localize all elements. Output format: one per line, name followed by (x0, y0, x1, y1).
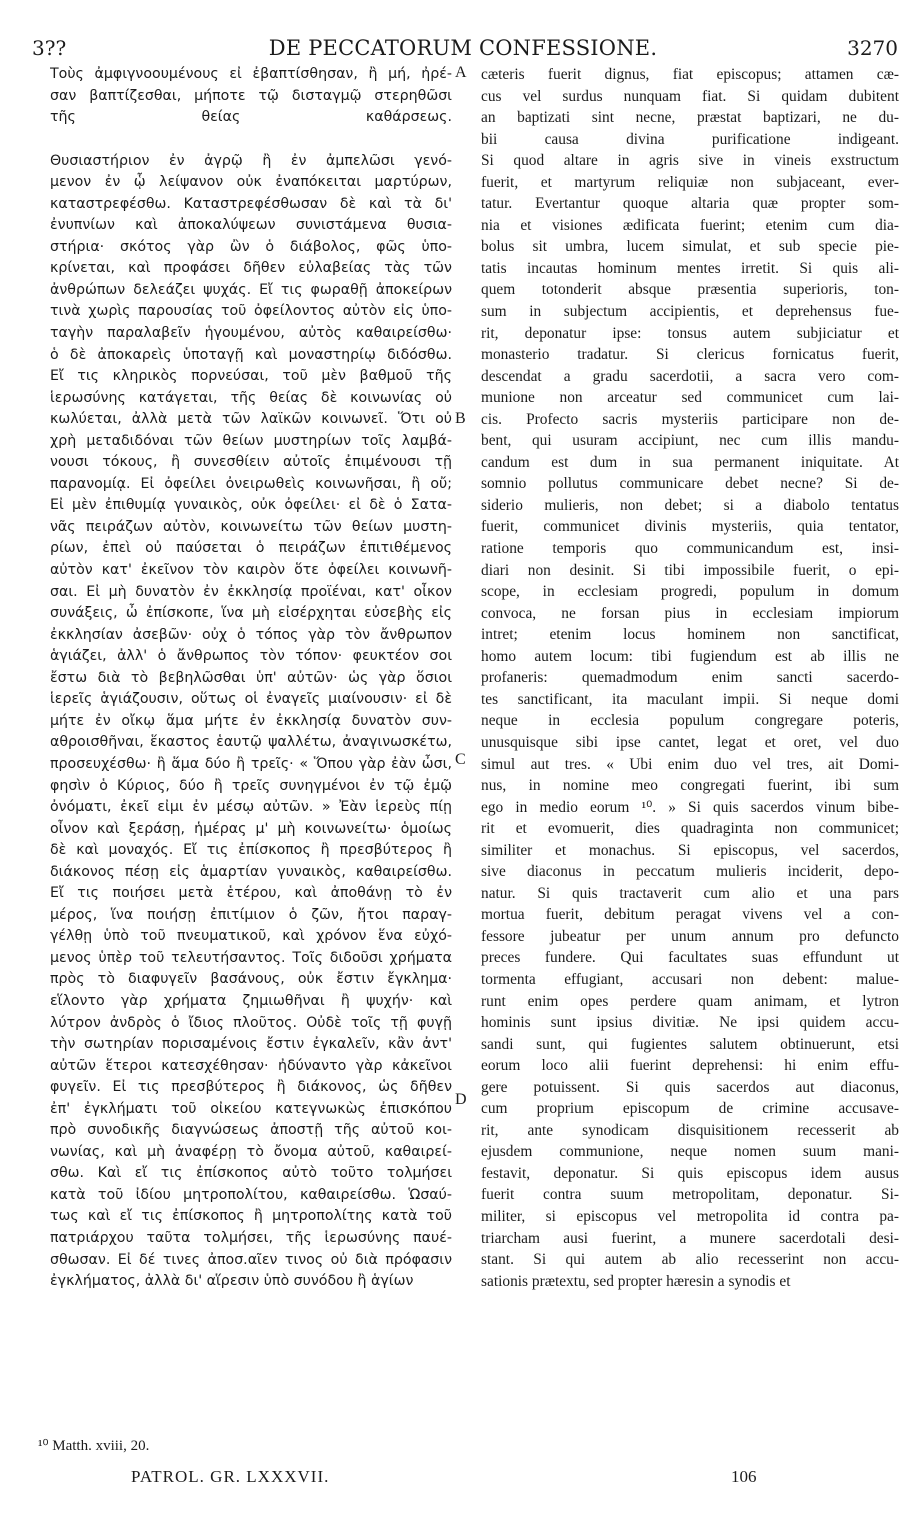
greek-text-line: αὐτὸν κατ' ἐκεῖνον τὸν καιρὸν ὅτε ὀφείλει κοινωνῆ- (50, 562, 452, 579)
latin-text-line: ratione temporis quo communicandum est, insi- (481, 540, 899, 558)
latin-text-line: profaneris: quemadmodum enim sancti sacerdo- (481, 669, 899, 687)
latin-text-line: sationis prætextu, sed propter hæresin a synodis et (481, 1272, 791, 1290)
latin-text-line: stant. Si qui autem ab alio recesserint non accu- (481, 1251, 899, 1269)
greek-column (50, 64, 452, 1293)
greek-text-line: γέλθῃ ὑπὸ τοῦ πνευματικοῦ, καὶ χρόνον ἕνα εὐχό- (50, 928, 452, 945)
latin-text-line: preces fundere. Qui facultates suas effundunt ut (481, 949, 899, 967)
latin-text-line: diari non desinit. Si tibi impossibile fuerit, o epi- (481, 561, 899, 579)
section-marker-a: A (455, 64, 467, 81)
greek-text-line: τῆς θείας καθάρσεως. (50, 109, 452, 126)
latin-text-line: unusquisque sibi ipse cantet, legat et oret, vel duo (481, 733, 899, 751)
greek-text-line: λύτρον ἀνδρὸς ὁ ἴδιος πλοῦτος. Οὐδὲ τοῖς τῇ φυγῇ (50, 1014, 452, 1031)
latin-text-line: monasterio tradatur. Si clericus fornicatus fuerit, (481, 346, 899, 364)
latin-text-line: runt enim opes perdere quam animam, et lytron (481, 992, 899, 1010)
latin-text-line: rit, deponatur ipse: tonsus autem subjiciatur et (481, 324, 899, 342)
latin-text-line: ego in medio eorum ¹⁰. » Si quis sacerdos vinum bibe- (481, 798, 899, 816)
latin-text-line: ejusdem communione, neque nomen suum mani- (481, 1143, 899, 1161)
page-header (28, 36, 898, 62)
latin-text-line: tes sanctificant, ita maculant impii. Si neque domi (481, 690, 899, 708)
latin-text-line: gere potuissent. Si quis sacerdos aut diaconus, (481, 1078, 899, 1096)
greek-text-line: ἀνθρώπων δελεάζει ψυχάς. Εἴ τις φωραθῇ ἀποκείρων (50, 281, 452, 298)
running-title: DE PECCATORUM CONFESSIONE. (268, 36, 658, 60)
greek-text-line: εἵλοντο γὰρ χρήματα ζημιωθῆναι ἢ ψυχήν· καὶ (50, 992, 452, 1009)
latin-text-line: sandi sunt, qui fugientes salutem obtinuerunt, etsi (481, 1035, 899, 1053)
greek-text-line: διάκονος πέσῃ εἰς ἁμαρτίαν γυναικὸς, καθαιρείσθω. (50, 863, 452, 880)
latin-column (481, 64, 899, 1292)
latin-text-line: sive diaconus in peccatum mulieris inciderit, depo- (481, 863, 899, 881)
latin-text-line: cus vel surdus nunquam fiat. Si quidam dubitent (481, 87, 899, 105)
greek-text-line: Εἰ μὲν ἐπιθυμίᾳ γυναικὸς, οὐκ ὀφείλει· εἰ δὲ ὁ Σατα- (50, 497, 452, 514)
greek-text-line: ἁγιάζει, ἀλλ' ὁ ἄνθρωπος τὸν τόπον· φευκτέον σοι (50, 648, 452, 665)
page-number-left: 3?? (32, 36, 67, 60)
latin-text-line: munione non arceatur sed communicet cum lai- (481, 389, 899, 407)
greek-text-line: στήρια· σκότος γὰρ ὢν ὁ διάβολος, φῶς ὑπο- (50, 238, 452, 255)
greek-text-line: ἐπ' ἐγκλήματι τοῦ οἰκείου κατεγνωκὼς ἐπισκόπου (50, 1100, 452, 1117)
greek-text-line: σαν βαπτίζεσθαι, μήποτε τῷ δισταγμῷ στερηθῶσι (50, 87, 452, 104)
section-marker-c: C (455, 751, 466, 768)
greek-text-line: χρὴ μεταδιδόναι τῶν θείων μυστηρίων τοῖς λαμβά- (50, 432, 452, 449)
greek-text-line: μενος ὑπὲρ τοῦ τελευτήσαντος. Τοῖς διδοῦσι χρήματα (50, 949, 452, 966)
latin-text-line: fuerit, communicet divinis mysteriis, quia tentator, (481, 518, 899, 536)
latin-text-line: eorum loco alii fuerint deprehensi: hi enim effu- (481, 1057, 899, 1075)
sheet-number: 106 (731, 1467, 757, 1486)
latin-text-line: cæteris fuerit dignus, fiat episcopus; attamen cæ- (481, 66, 899, 83)
greek-text-line: ἐνυπνίων καὶ ἀποκαλύψεων συνιστάμενα θυσια- (50, 217, 452, 234)
greek-text-line: μήτε ἐν οἴκῳ ἅμα μήτε ἐν ἐκκλησίᾳ δυνατὸν συν- (50, 712, 452, 729)
greek-text-line: νουσι τόκους, ἢ συνεσθίειν αὐτοῖς ἐπιμένουσι τῇ (50, 454, 452, 471)
greek-text-line: σθωσαν. Εἰ δέ τινες ἀποσ.αῖεν τινος οὐ διὰ πρόφασιν (50, 1251, 452, 1268)
latin-text-line: convoca, ne forsan pius in ecclesiam impiorum (481, 604, 899, 622)
latin-text-line: bii causa divina purificatione indigeant. (481, 130, 899, 148)
latin-text-line: neque in ecclesia populum congregare poteris, (481, 712, 899, 730)
greek-text-line: ρίων, ἐπεὶ οὐ παύσεται ὁ πειράζων ἐπιτιθέμενος (50, 540, 452, 557)
greek-text-line: τὴν σωτηρίαν πορισαμένοις ἔστιν ἐγκαλεῖν, κἂν ἀντ' (50, 1036, 452, 1053)
greek-text-line: Εἴ τις ποιήσει μετὰ ἑτέρου, καὶ ἀποθάνῃ τὸ ἐν (50, 885, 452, 902)
latin-text-line: tatis incautas hominum mentes irretit. Si quis ali- (481, 259, 899, 277)
latin-text-line: tormenta effugiant, accusari non debent: malue- (481, 970, 899, 988)
greek-text-line: τινὰ χωρὶς παρουσίας τοῦ ὀφείλοντος αὐτὸν εἰς ὑπο- (50, 303, 452, 320)
latin-text-line: militer, si episcopus vel metropolita id contra pa- (481, 1207, 899, 1225)
page-number-right: 3270 (847, 36, 898, 60)
greek-text-line: Τοὺς ἀμφιγνοουμένους εἰ ἐβαπτίσθησαν, ἢ μή, ἠρέ- (50, 66, 452, 82)
latin-text-line: cum proprium episcopum de crimine accusave- (481, 1100, 899, 1118)
greek-text-line: κατὰ τοῦ ἰδίου μητροπολίτου, καθαιρείσθω. Ὡσαύ- (50, 1186, 452, 1203)
greek-text-line: ἐκκλησίαν ἀσεβῶν· οὐχ ὁ τόπος γὰρ τὸν ἄνθρωπον (50, 626, 452, 643)
latin-text-line: mortua fuerit, debitum peragat vivens vel a con- (481, 906, 899, 924)
paragraph-gap (50, 129, 452, 151)
greek-text-line: ὀνόματι, ἐκεῖ εἰμι ἐν μέσῳ αὐτῶν. » Ἐὰν ἱερεὺς πίῃ (50, 799, 452, 816)
greek-text-line: δὲ καὶ μοναχός. Εἴ τις ἐπίσκοπος ἢ πρεσβύτερος ἢ (50, 842, 452, 859)
greek-text-line: Εἴ τις κληρικὸς πορνεύσαι, τοῦ μὲν βαθμοῦ τῆς (50, 368, 452, 385)
latin-text-line: similiter et monachus. Si episcopus, vel sacerdos, (481, 841, 899, 859)
greek-text-line: νωνίας, καὶ μὴ ἀναφέρῃ τὸ ὄνομα αὐτοῦ, καθαιρεί- (50, 1143, 452, 1160)
greek-text-line: κωλύεται, ἀλλὰ μετὰ τῶν λαϊκῶν κοινωνεῖ. Ὅτι οὐ (50, 411, 452, 428)
greek-text-line: τως καὶ εἴ τις ἐπίσκοπος ἢ μητροπολίτης κατὰ τοῦ (50, 1208, 452, 1225)
greek-text-line: φυγεῖν. Εἰ τις πρεσβύτερος ἢ διάκονος, ὡς δῆθεν (50, 1079, 452, 1096)
greek-text-line: πατριάρχου ταῦτα τολμήσει, τῆς ἱερωσύνης παυέ- (50, 1229, 452, 1246)
greek-text-line: πρὸς τὸ διαφυγεῖν βασάνους, οὐκ ἔστιν ἔγκλημα· (50, 971, 452, 988)
latin-text-line: descendat a gradu sacerdotii, a sacra vero com- (481, 367, 899, 385)
latin-text-line: cis. Profecto sacris mysteriis participare non de- (481, 410, 899, 428)
greek-text-line: σαι. Εἰ μὴ δυνατὸν ἐν ἐκκλησίᾳ προϊέναι, κατ' οἶκον (50, 583, 452, 600)
greek-text-line: παρανομίᾳ. Εἰ ὀφείλει ὀνειρωθεὶς κοινωνῆσαι, ἢ οὔ; (50, 475, 452, 492)
greek-text-line: καταστρεφέσθω. Καταστρεφέσθωσαν δὲ καὶ τὰ δι' (50, 195, 452, 212)
greek-text-line: κρίνεται, καὶ προφάσει δῆθεν εὐλαβείας τὰς τῶν (50, 260, 452, 277)
latin-text-line: festavit, deponatur. Si quis episcopus idem ausus (481, 1164, 899, 1182)
greek-text-line: ἔστω διὰ τὸ βεβηλῶσθαι ὑπ' αὐτῶν· ὡς γὰρ ὅσιοι (50, 669, 452, 686)
greek-text-line: ἐγκλήματος, ἀλλὰ δι' αἵρεσιν ὑπὸ συνόδου ἢ ἁγίων (50, 1273, 414, 1290)
latin-text-line: Si quod altare in agris sive in vineis exstructum (481, 152, 899, 170)
latin-text-line: scope, in ecclesiam progredi, populum in domum (481, 583, 899, 601)
latin-text-line: nus, in nomine meo congregati fuerint, ibi sum (481, 777, 899, 795)
latin-text-line: siderio mulieris, non debet; si a diabolo tentatus (481, 496, 899, 514)
latin-text-line: hominis sunt ipsius divitiæ. Ne ipsi quidem accu- (481, 1014, 899, 1032)
latin-text-line: an baptizati sint necne, præstat baptizari, ne du- (481, 109, 899, 127)
latin-text-line: somnio pollutus communicare debet necne? Si de- (481, 475, 899, 493)
greek-text-line: ταγὴν παραλαβεῖν ἡγουμένου, αὐτὸς καθαιρείσθω· (50, 325, 452, 342)
greek-text-line: ὁ δὲ ἀποκαρεὶς ὑποταγῇ καὶ μοναστηρίῳ διδόσθω. (50, 346, 452, 363)
latin-text-line: nia et visiones ædificata fuerint; etenim cum dia- (481, 216, 899, 234)
footnote: ¹⁰ Matth. xviii, 20. (38, 1438, 150, 1454)
latin-text-line: bent, qui usuram accipiunt, nec cum illis mandu- (481, 432, 899, 450)
greek-text-line: νᾶς πειράζων αὐτὸν, κοινωνείτω τῶν θείων μυστη- (50, 518, 452, 535)
latin-text-line: fuerit contra suum metropolitam, deponatur. Si- (481, 1186, 899, 1204)
latin-text-line: tatur. Evertantur quoque altaria quæ propter som- (481, 195, 899, 213)
greek-text-line: προσευχέσθω· ἢ ἅμα δύο ἢ τρεῖς· « Ὅπου γὰρ ἐὰν ὦσι, (50, 755, 452, 772)
latin-text-line: quem totonderit absque præsentia superioris, ton- (481, 281, 899, 299)
latin-text-line: sum in subjectum accipientis, et deprehensus fue- (481, 303, 899, 321)
latin-text-line: fessore jubeatur per unum annum pro defuncto (481, 927, 899, 945)
greek-text-line: ἱερεῖς ἁγιάζουσιν, οὕτως οἱ ἐναγεῖς μιαίνουσιν· εἰ δὲ (50, 691, 452, 708)
section-marker-d: D (455, 1091, 467, 1108)
greek-text-line: Θυσιαστήριον ἐν ἀγρῷ ἢ ἐν ἀμπελῶσι γενό- (50, 152, 452, 169)
latin-text-line: rit et evomuerit, dies quadraginta non communicet; (481, 820, 899, 838)
latin-text-line: homo autem locum: tibi fugiendum est ab illis ne (481, 647, 899, 665)
latin-text-line: triarcham ausi fuerint, a munere sacerdotali desi- (481, 1229, 899, 1247)
greek-text-line: σθω. Καὶ εἴ τις ἐπίσκοπος αὐτὸ τοῦτο τολμήσει (50, 1165, 452, 1182)
latin-text-line: fuerit, et martyrum reliquiæ non subjaceant, ever- (481, 173, 899, 191)
greek-text-line: ἱερωσύνης κατάγεται, τῆς θείας δὲ κοινωνίας οὐ (50, 389, 452, 406)
latin-text-line: candum est dum in sua permanent iniquitate. At (481, 453, 899, 471)
greek-text-line: αθροισθῆναι, ἕκαστος ἑαυτῷ ψαλλέτω, ἀναγινωσκέτω, (50, 734, 452, 751)
greek-text-line: μενον ἐν ᾧ λείψανον οὐκ ἐναπόκειται μαρτύρων, (50, 174, 452, 191)
greek-text-line: συνάξεις, ὦ ἐπίσκοπε, ἵνα μὴ εἰσέρχηται εὐσεβὴς εἰς (50, 605, 452, 622)
latin-text-line: bolus sit umbra, lucem simulat, et sub specie pie- (481, 238, 899, 256)
greek-text-line: αὐτῶν ἕτεροι κατεσχέθησαν· ἠδύναντο γὰρ κἀκεῖνοι (50, 1057, 452, 1074)
series-reference: PATROL. GR. LXXXVII. (131, 1467, 330, 1486)
greek-text-line: πρὸ συνοδικῆς διαγνώσεως ἀποστῇ τῆς αὐτοῦ κοι- (50, 1122, 452, 1139)
latin-text-line: simul aut tres. « Ubi enim duo vel tres, ait Domi- (481, 755, 899, 773)
section-marker-b: B (455, 410, 466, 427)
latin-text-line: rit, ante synodicam disquisitionem recesserit ab (481, 1121, 899, 1139)
latin-text-line: natur. Si quis tractaverit cum alio et una pars (481, 884, 899, 902)
greek-text-line: φησὶν ὁ Κύριος, δύο ἢ τρεῖς συνηγμένοι ἐν τῷ ἐμῷ (50, 777, 452, 794)
greek-text-line: οἶνον καὶ ξεράσῃ, ἡμέρας μ' μὴ κοινωνείτω· ὁμοίως (50, 820, 452, 837)
greek-text-line: μέρος, ἵνα ποιήσῃ ἐπιτίμιον ὁ ζῶν, ἤτοι παραγ- (50, 906, 452, 923)
latin-text-line: intret; etenim locus hominem non sanctificat, (481, 626, 899, 644)
